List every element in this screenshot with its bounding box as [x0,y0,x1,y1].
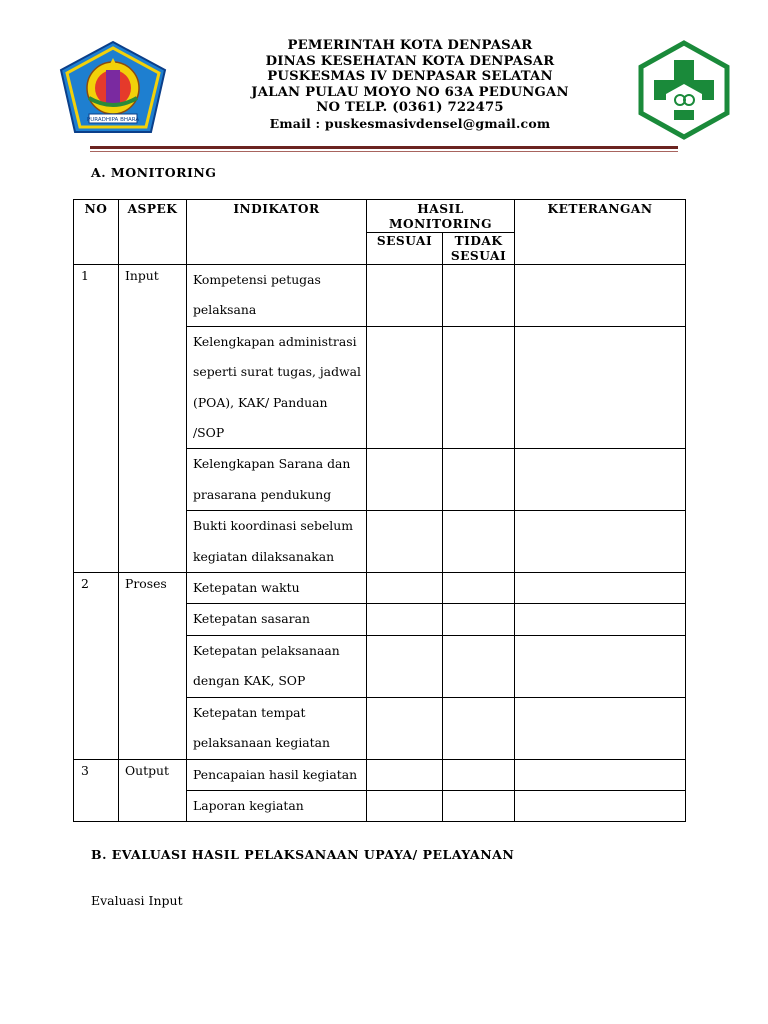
letterhead-government: PEMERINTAH KOTA DENPASAR [287,38,533,53]
letterhead-email: Email : puskesmasivdensel@gmail.com [269,115,551,131]
header-hasil-line2: MONITORING [389,217,493,231]
tidak-sesuai-cell[interactable] [443,265,515,327]
indicator-cell [187,265,367,327]
section-b-title: B. EVALUASI HASIL PELAKSANAAN UPAYA/ PELAYANAN [91,847,515,862]
indicator-line: Ketepatan sasaran [193,611,310,627]
indicator-cell [187,697,367,759]
indicator-line: /SOP [193,425,225,441]
keterangan-cell[interactable] [515,635,686,697]
row-no: 1 [74,265,119,573]
indicator-line: Ketepatan tempat [193,704,306,720]
header-no: NO [74,200,119,265]
keterangan-cell[interactable] [515,573,686,604]
letterhead [190,38,630,132]
sesuai-cell[interactable] [367,326,443,449]
evaluasi-input-label: Evaluasi Input [91,893,183,908]
row-aspek: Proses [119,573,187,759]
keterangan-cell[interactable] [515,604,686,635]
indicator-line: Pencapaian hasil kegiatan [193,766,358,782]
keterangan-cell[interactable] [515,265,686,327]
table-row [74,573,686,604]
letterhead-divider-thin [90,151,678,152]
letterhead-divider [90,146,678,149]
indicator-cell [187,573,367,604]
indicator-line: Kelengkapan administrasi [193,333,357,349]
indicator-line: pelaksanaan kegiatan [193,735,331,751]
header-indikator: INDIKATOR [187,200,367,265]
keterangan-cell[interactable] [515,449,686,511]
indicator-line: (POA), KAK/ Panduan [193,394,328,410]
emblem-motto: PURADHIPA BHARA [86,117,140,123]
sesuai-cell[interactable] [367,790,443,821]
tidak-sesuai-cell[interactable] [443,604,515,635]
city-emblem-icon [55,40,171,140]
table-row [74,759,686,790]
indicator-cell [187,635,367,697]
section-a-title: A. MONITORING [91,165,217,180]
indicator-line: dengan KAK, SOP [193,673,306,689]
keterangan-cell[interactable] [515,326,686,449]
row-no: 2 [74,573,119,759]
tidak-sesuai-cell[interactable] [443,759,515,790]
indicator-cell [187,604,367,635]
keterangan-cell[interactable] [515,511,686,573]
tidak-sesuai-cell[interactable] [443,573,515,604]
indicator-line: seperti surat tugas, jadwal [193,364,361,380]
tidak-sesuai-cell[interactable] [443,790,515,821]
indicator-line: Ketepatan waktu [193,580,300,596]
letterhead-phone: NO TELP. (0361) 722475 [316,100,504,116]
tidak-sesuai-cell[interactable] [443,697,515,759]
header-tidak-line2: SESUAI [450,249,507,263]
row-aspek: Output [119,759,187,822]
header-tidak-sesuai [443,233,515,265]
tidak-sesuai-cell[interactable] [443,511,515,573]
indicator-line: kegiatan dilaksanakan [193,548,335,564]
sesuai-cell[interactable] [367,697,443,759]
indicator-line: Bukti koordinasi sebelum [193,518,353,534]
indicator-line: Kompetensi petugas [193,272,321,287]
row-no: 3 [74,759,119,822]
header-sesuai: SESUAI [367,233,443,265]
indicator-cell [187,449,367,511]
sesuai-cell[interactable] [367,635,443,697]
indicator-cell [187,511,367,573]
keterangan-cell[interactable] [515,759,686,790]
puskesmas-logo-icon [634,40,734,140]
table-row [74,265,686,327]
indicator-line: Ketepatan pelaksanaan [193,642,340,658]
sesuai-cell[interactable] [367,265,443,327]
header-keterangan: KETERANGAN [515,200,686,265]
keterangan-cell[interactable] [515,790,686,821]
tidak-sesuai-cell[interactable] [443,326,515,449]
sesuai-cell[interactable] [367,449,443,511]
monitoring-table [73,199,686,822]
sesuai-cell[interactable] [367,759,443,790]
indicator-cell [187,790,367,821]
letterhead-department: DINAS KESEHATAN KOTA DENPASAR [265,53,555,69]
header-hasil-monitoring [367,200,515,233]
header-tidak-line1: TIDAK [454,234,503,248]
sesuai-cell[interactable] [367,511,443,573]
tidak-sesuai-cell[interactable] [443,449,515,511]
indicator-cell [187,326,367,449]
letterhead-institution: PUSKESMAS IV DENPASAR SELATAN [267,69,553,85]
header-aspek: ASPEK [119,200,187,265]
indicator-line: Kelengkapan Sarana dan [193,456,351,472]
sesuai-cell[interactable] [367,604,443,635]
letterhead-address: JALAN PULAU MOYO NO 63A PEDUNGAN [251,84,569,100]
sesuai-cell[interactable] [367,573,443,604]
header-hasil-line1: HASIL [417,202,464,216]
indicator-cell [187,759,367,790]
indicator-line: prasarana pendukung [193,486,332,502]
indicator-line: Laporan kegiatan [193,797,304,813]
keterangan-cell[interactable] [515,697,686,759]
row-aspek: Input [119,265,187,573]
indicator-line: pelaksana [193,302,257,318]
tidak-sesuai-cell[interactable] [443,635,515,697]
